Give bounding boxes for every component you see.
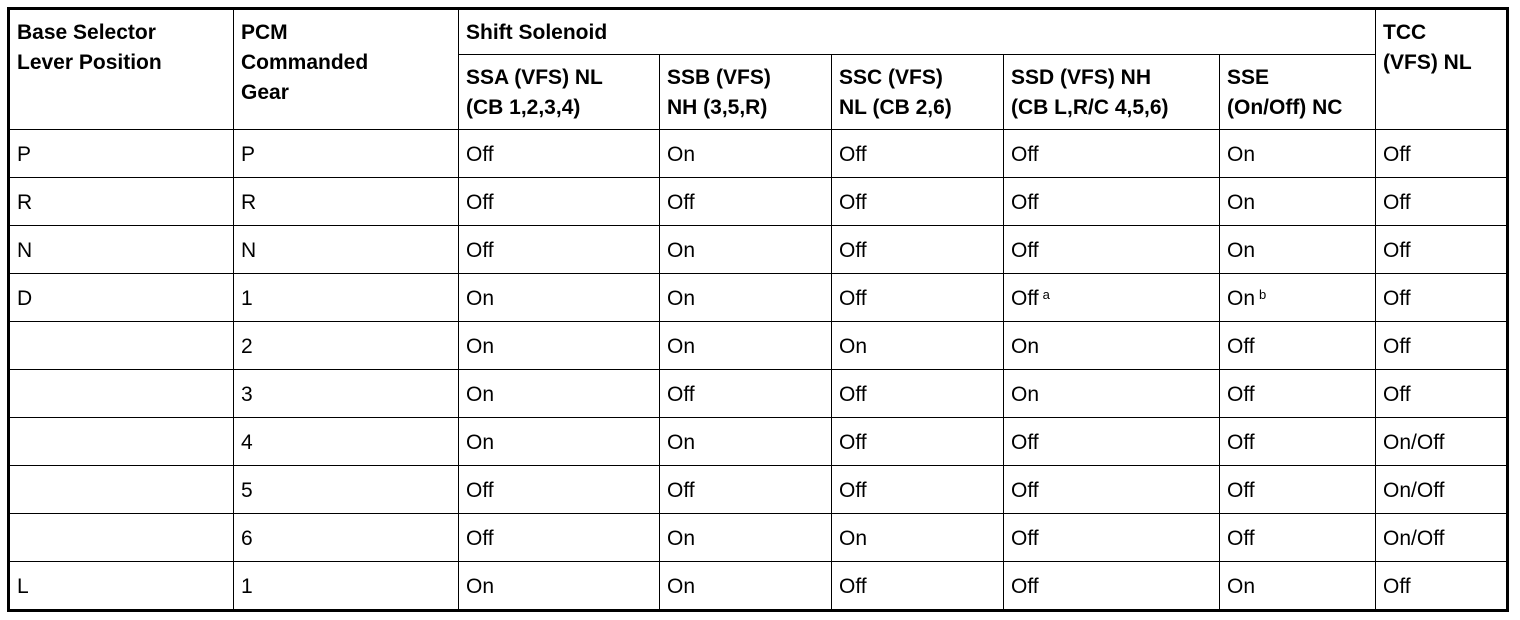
cell-value: Off xyxy=(1227,431,1255,454)
header-line: SSD (VFS) NH xyxy=(1011,66,1152,89)
cell-value: On xyxy=(1011,335,1040,358)
header-group-label: Shift Solenoid xyxy=(466,21,608,44)
cell-ssb: Off xyxy=(660,466,832,514)
table-row xyxy=(9,130,1508,178)
cell-sse xyxy=(1220,274,1376,322)
header-ssc xyxy=(832,55,1004,130)
footnote-marker: b xyxy=(1259,287,1267,302)
cell-sse xyxy=(1220,466,1376,514)
header-line: SSA (VFS) NL xyxy=(466,66,603,89)
header-line: Base Selector xyxy=(17,21,156,44)
cell-value: Off xyxy=(1011,479,1039,502)
table-row xyxy=(9,562,1508,611)
table-row xyxy=(9,418,1508,466)
cell-value: Off xyxy=(1011,527,1039,550)
cell-value: Off xyxy=(1011,191,1039,214)
cell-lever: D xyxy=(9,274,234,322)
cell-ssd xyxy=(1004,178,1220,226)
footnote-marker: a xyxy=(1042,287,1050,302)
table-row xyxy=(9,514,1508,562)
cell-value: On xyxy=(1227,191,1256,214)
header-line: (VFS) NL xyxy=(1383,51,1472,74)
cell-ssb: On xyxy=(660,418,832,466)
header-ssb xyxy=(660,55,832,130)
cell-value: Off xyxy=(1011,239,1039,262)
cell-tcc: Off xyxy=(1376,370,1508,418)
cell-ssa: On xyxy=(459,562,660,611)
cell-ssb: On xyxy=(660,322,832,370)
cell-ssd xyxy=(1004,514,1220,562)
cell-ssc: Off xyxy=(832,562,1004,611)
header-tcc xyxy=(1376,9,1508,130)
cell-gear: 1 xyxy=(234,274,459,322)
header-ssa xyxy=(459,55,660,130)
cell-value: Off xyxy=(1227,479,1255,502)
cell-ssd xyxy=(1004,562,1220,611)
cell-tcc: Off xyxy=(1376,274,1508,322)
table-row xyxy=(9,178,1508,226)
cell-tcc: On/Off xyxy=(1376,418,1508,466)
cell-ssa: On xyxy=(459,370,660,418)
cell-tcc: On/Off xyxy=(1376,514,1508,562)
cell-lever: N xyxy=(9,226,234,274)
cell-ssd xyxy=(1004,466,1220,514)
cell-tcc: Off xyxy=(1376,562,1508,611)
cell-ssb: On xyxy=(660,226,832,274)
cell-ssb: Off xyxy=(660,178,832,226)
header-line: PCM xyxy=(241,21,288,44)
cell-value: Off xyxy=(1227,527,1255,550)
cell-value: On xyxy=(1227,143,1256,166)
solenoid-table xyxy=(7,7,1509,612)
cell-value: On xyxy=(1227,239,1256,262)
table-row xyxy=(9,370,1508,418)
cell-value: On xyxy=(1227,287,1256,310)
cell-ssd xyxy=(1004,274,1220,322)
cell-ssa: Off xyxy=(459,178,660,226)
cell-lever xyxy=(9,370,234,418)
table-row xyxy=(9,466,1508,514)
cell-ssc: Off xyxy=(832,130,1004,178)
header-shift-solenoid xyxy=(459,9,1376,55)
cell-ssc: Off xyxy=(832,178,1004,226)
header-lever-position xyxy=(9,9,234,130)
cell-ssb: On xyxy=(660,274,832,322)
cell-gear: N xyxy=(234,226,459,274)
header-line: Gear xyxy=(241,81,289,104)
table-row xyxy=(9,274,1508,322)
cell-ssa: Off xyxy=(459,130,660,178)
cell-sse xyxy=(1220,322,1376,370)
cell-tcc: Off xyxy=(1376,130,1508,178)
header-line: SSB (VFS) xyxy=(667,66,771,89)
cell-value: Off xyxy=(1227,335,1255,358)
header-line: SSE xyxy=(1227,66,1270,89)
cell-ssa: On xyxy=(459,322,660,370)
cell-tcc: Off xyxy=(1376,322,1508,370)
cell-ssd xyxy=(1004,418,1220,466)
cell-value: Off xyxy=(1227,383,1255,406)
cell-tcc: Off xyxy=(1376,226,1508,274)
cell-ssa: On xyxy=(459,274,660,322)
cell-value: On xyxy=(1227,575,1256,598)
header-line: (CB 1,2,3,4) xyxy=(466,96,581,119)
cell-ssa: Off xyxy=(459,466,660,514)
solenoid-application-chart xyxy=(7,7,1506,613)
cell-value: Off xyxy=(1011,143,1039,166)
header-line: NH (3,5,R) xyxy=(667,96,768,119)
cell-ssa: On xyxy=(459,418,660,466)
header-line: TCC xyxy=(1383,21,1427,44)
cell-sse xyxy=(1220,562,1376,611)
cell-lever xyxy=(9,418,234,466)
cell-gear: R xyxy=(234,178,459,226)
header-line: Lever Position xyxy=(17,51,162,74)
cell-ssb: On xyxy=(660,562,832,611)
header-commanded-gear xyxy=(234,9,459,130)
cell-lever: P xyxy=(9,130,234,178)
cell-ssc: Off xyxy=(832,370,1004,418)
header-line: NL (CB 2,6) xyxy=(839,96,952,119)
cell-gear: 6 xyxy=(234,514,459,562)
cell-ssa: Off xyxy=(459,514,660,562)
header-ssd xyxy=(1004,55,1220,130)
cell-gear: 3 xyxy=(234,370,459,418)
cell-sse xyxy=(1220,514,1376,562)
table-row xyxy=(9,226,1508,274)
cell-value: Off xyxy=(1011,575,1039,598)
cell-ssc: Off xyxy=(832,466,1004,514)
header-line: (On/Off) NC xyxy=(1227,96,1343,119)
cell-gear: P xyxy=(234,130,459,178)
header-sse xyxy=(1220,55,1376,130)
cell-sse xyxy=(1220,226,1376,274)
cell-ssa: Off xyxy=(459,226,660,274)
cell-ssb: Off xyxy=(660,370,832,418)
header-line: (CB L,R/C 4,5,6) xyxy=(1011,96,1169,119)
cell-value: Off xyxy=(1011,287,1039,310)
cell-ssb: On xyxy=(660,514,832,562)
cell-ssc: On xyxy=(832,514,1004,562)
cell-lever: R xyxy=(9,178,234,226)
cell-ssc: Off xyxy=(832,274,1004,322)
cell-gear: 2 xyxy=(234,322,459,370)
cell-gear: 4 xyxy=(234,418,459,466)
cell-lever: L xyxy=(9,562,234,611)
cell-sse xyxy=(1220,370,1376,418)
cell-tcc: Off xyxy=(1376,178,1508,226)
cell-ssc: On xyxy=(832,322,1004,370)
cell-value: Off xyxy=(1011,431,1039,454)
cell-sse xyxy=(1220,130,1376,178)
cell-ssd xyxy=(1004,130,1220,178)
cell-sse xyxy=(1220,418,1376,466)
cell-ssc: Off xyxy=(832,418,1004,466)
cell-ssd xyxy=(1004,370,1220,418)
cell-lever xyxy=(9,466,234,514)
header-line: Commanded xyxy=(241,51,369,74)
cell-ssd xyxy=(1004,226,1220,274)
cell-lever xyxy=(9,514,234,562)
cell-gear: 1 xyxy=(234,562,459,611)
table-row xyxy=(9,322,1508,370)
cell-ssc: Off xyxy=(832,226,1004,274)
cell-lever xyxy=(9,322,234,370)
cell-gear: 5 xyxy=(234,466,459,514)
cell-tcc: On/Off xyxy=(1376,466,1508,514)
cell-ssb: On xyxy=(660,130,832,178)
cell-value: On xyxy=(1011,383,1040,406)
cell-ssd xyxy=(1004,322,1220,370)
cell-sse xyxy=(1220,178,1376,226)
header-line: SSC (VFS) xyxy=(839,66,943,89)
